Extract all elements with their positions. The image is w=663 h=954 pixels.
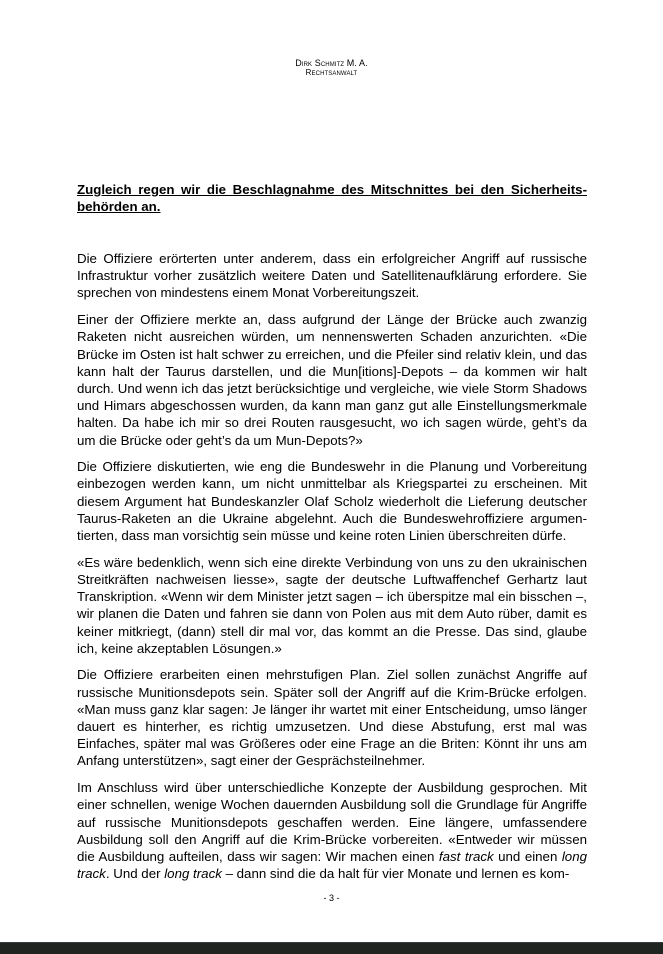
paragraph: Die Offiziere diskutierten, wie eng die Bundeswehr in die Planung und Vorbereitung einbezogen werden kann, um nicht unmittelbar als Kriegspartei zu erscheinen. Mit diesem Argument hat Bundeskanzler Olaf Scholz wiederholt die Lieferung deutscher Taurus-Raketen an die Ukraine abgelehnt. Auch die Bundeswehroffiziere argumentierten, dass man vorsichtig sein müsse und keine roten Linien überschreiten dürfe. — [77, 459, 587, 544]
viewer-bottom-bar — [0, 942, 663, 954]
text-run: . Und der — [105, 866, 165, 882]
paragraph: Die Offiziere erörterten unter anderem, dass ein erfolgreicher Angriff auf russische Infrastruktur vorher zusätzlich weitere Daten und Satellitenaufklärung erfordere. Sie sprechen von mindestens einem Monat Vorbereitungszeit. — [77, 251, 587, 301]
paragraph: Einer der Offiziere merkte an, dass aufgrund der Länge der Brücke auch zwanzig Raketen nicht ausreichen würden, um nennenswerten Schaden anzurichten. «Die Brücke im Osten ist halt schwer zu erreichen, und die Pfeiler sind relativ klein, und das kann halt der Taurus darstellen, und die Mun[itions]-Depots – da kommen wir halt durch. Und wenn ich das jetzt berücksichtige und vergleiche, wie viele Storm Shadows und Himars abgeschossen wurden, da kann man ganz gut alle Einstellungsmerkmale halten. Da habe ich mir so drei Routen rausgesucht, wo ich sagen würde, geht’s da um die Brücke oder geht’s da um Mun-Depots?» — [77, 312, 587, 448]
document-body — [77, 250, 587, 892]
paragraph-last — [77, 779, 587, 882]
letterhead-name: Dirk Schmitz M. A. — [295, 58, 368, 68]
paragraph: «Es wäre bedenklich, wenn sich eine direkte Verbindung von uns zu den ukrainischen Streitkräften nachweisen liesse», sagte der deutsche Luftwaffenchef Gerhartz laut Transkription. «Wenn wir dem Minister jetzt sagen – ich überspitze mal ein bisschen –, wir planen die Daten und fahren sie dann von Polen aus mit dem Auto rüber, damit es keiner mitkriegt, (dann) stell dir mal vor, das kommt an die Presse. Das sind, glaube ich, keine akzeptablen Lösungen.» — [77, 554, 587, 656]
text-run: Im Anschluss wird über unterschiedliche Konzepte der Ausbildung gesprochen. Mit einer schnellen, wenige Wochen dauernden Ausbildung soll die Grundlage für Angriffe auf russische Munitionsdepots geschaffen werden. Eine längere, umfassendere Ausbildung soll den Angriff auf die Krim-Brücke vorbereiten. «Entweder wir müssen die Ausbildung aufteilen, dass wir sagen: Wir machen einen — [77, 780, 587, 864]
page-number: - 3 - — [323, 893, 340, 903]
letterhead — [0, 58, 663, 78]
italic-term: long track — [164, 866, 222, 882]
italic-term: fast track — [438, 849, 494, 864]
text-run: und einen — [493, 849, 562, 864]
section-heading: Zugleich regen wir die Beschlagnahme des Mitschnittes bei den Sicherheitsbehörden an. — [77, 182, 587, 214]
italic-term: long track — [77, 849, 587, 882]
letterhead-title: Rechtsanwalt — [305, 68, 358, 77]
text-run: – dann sind die da halt für vier Monate und lernen es kom- — [221, 866, 570, 882]
paragraph: Die Offiziere erarbeiten einen mehrstufigen Plan. Ziel sollen zunächst Angriffe auf russische Munitionsdepots sein. Später soll der Angriff auf die Krim-Brücke erfolgen. «Man muss ganz klar sagen: Je länger ihr wartet mit einer Entscheidung, umso länger dauert es hinterher, es richtig umzusetzen. Und diese Abstufung, erst mal was Einfaches, später mal was Größeres oder eine Frage an die Briten: Könnt ihr uns am Anfang unterstützen», sagt einer der Gesprächsteilnehmer. — [77, 667, 587, 769]
